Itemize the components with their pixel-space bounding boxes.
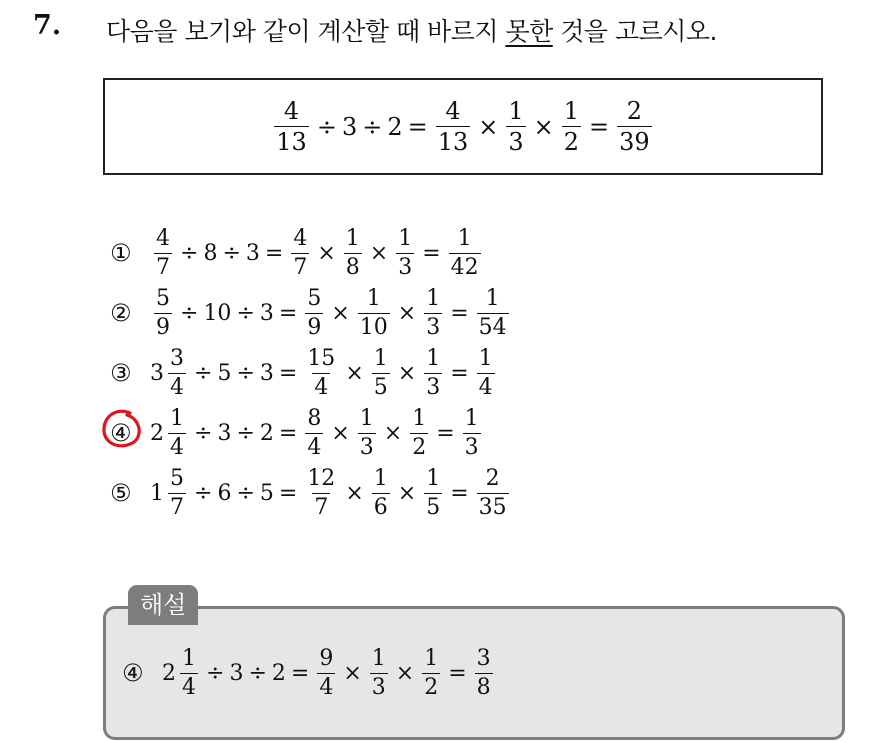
number: 2 xyxy=(387,112,403,141)
denominator: 4 xyxy=(314,374,329,400)
divide-sign: ÷ xyxy=(194,360,213,386)
times-sign: × xyxy=(397,300,417,326)
question-number: 7. xyxy=(33,10,62,41)
numerator: 1 xyxy=(563,97,580,125)
solution-box xyxy=(103,606,845,740)
number: 3 xyxy=(259,300,274,326)
denominator: 10 xyxy=(359,314,388,340)
numerator: 12 xyxy=(307,465,336,491)
numerator: 5 xyxy=(170,465,184,491)
choice-number[interactable]: ⑤ xyxy=(110,479,132,507)
numerator: 3 xyxy=(476,645,491,671)
denominator: 4 xyxy=(170,434,184,460)
divide-sign: ÷ xyxy=(236,300,255,326)
fraction xyxy=(477,285,509,340)
denominator: 3 xyxy=(359,434,374,460)
numerator: 4 xyxy=(445,97,461,125)
denominator: 3 xyxy=(426,374,441,400)
numerator: 8 xyxy=(307,405,322,431)
times-sign: × xyxy=(331,300,350,326)
equals-sign: = xyxy=(450,300,469,326)
denominator: 7 xyxy=(293,254,308,280)
choice-item[interactable] xyxy=(110,463,512,523)
fraction xyxy=(358,405,376,460)
choice-number[interactable]: ④ xyxy=(110,419,132,447)
numerator: 5 xyxy=(156,285,170,311)
numerator: 1 xyxy=(398,225,413,251)
denominator: 2 xyxy=(424,674,439,700)
numerator: 2 xyxy=(626,97,643,125)
denominator: 2 xyxy=(412,434,427,460)
example-box xyxy=(103,78,823,175)
divide-sign: ÷ xyxy=(194,420,213,446)
equals-sign: = xyxy=(436,420,455,446)
denominator: 13 xyxy=(437,128,469,156)
divide-sign: ÷ xyxy=(194,480,213,506)
equals-sign: = xyxy=(450,480,469,506)
divide-sign: ÷ xyxy=(222,240,241,266)
times-sign: × xyxy=(317,240,336,266)
choice-expression xyxy=(150,345,498,400)
whole-number: 3 xyxy=(150,360,164,386)
choice-item[interactable] xyxy=(110,403,512,463)
numerator: 3 xyxy=(170,345,184,371)
fraction xyxy=(305,405,323,460)
equals-sign: = xyxy=(450,360,469,386)
fraction xyxy=(305,465,337,520)
choice-expression xyxy=(150,225,484,280)
numerator: 1 xyxy=(478,345,493,371)
question-text xyxy=(106,12,717,48)
denominator: 5 xyxy=(373,374,388,400)
numerator: 9 xyxy=(319,645,334,671)
fraction xyxy=(168,345,186,400)
divide-sign: ÷ xyxy=(362,112,383,141)
denominator: 54 xyxy=(478,314,507,340)
numerator: 1 xyxy=(373,345,388,371)
times-sign: × xyxy=(331,420,350,446)
times-sign: × xyxy=(397,360,417,386)
solution-tab: 해설 xyxy=(128,585,198,625)
number: 5 xyxy=(259,480,274,506)
denominator: 4 xyxy=(307,434,322,460)
equals-sign: = xyxy=(278,360,298,386)
denominator: 4 xyxy=(478,374,493,400)
numerator: 1 xyxy=(457,225,472,251)
numerator: 1 xyxy=(412,405,427,431)
divide-sign: ÷ xyxy=(206,660,225,686)
choice-expression xyxy=(150,405,484,460)
fraction xyxy=(344,225,362,280)
divide-sign: ÷ xyxy=(248,660,267,686)
numerator: 1 xyxy=(373,465,388,491)
times-sign: × xyxy=(343,660,362,686)
denominator: 3 xyxy=(426,314,441,340)
denominator: 7 xyxy=(170,494,184,520)
equals-sign: = xyxy=(407,112,428,141)
denominator: 4 xyxy=(182,674,196,700)
whole-number: 1 xyxy=(150,480,164,506)
numerator: 4 xyxy=(156,225,170,251)
numerator: 1 xyxy=(371,645,386,671)
divide-sign: ÷ xyxy=(236,480,255,506)
equals-sign: = xyxy=(278,300,298,326)
numerator: 1 xyxy=(508,97,524,125)
numerator: 1 xyxy=(426,465,441,491)
numerator: 1 xyxy=(359,405,374,431)
denominator: 3 xyxy=(508,128,524,156)
denominator: 7 xyxy=(314,494,329,520)
fraction xyxy=(305,345,337,400)
answer-circle-mark xyxy=(100,407,144,451)
choice-number[interactable]: ③ xyxy=(110,359,132,387)
numerator: 2 xyxy=(485,465,500,491)
divide-sign: ÷ xyxy=(236,360,255,386)
equals-sign: = xyxy=(290,660,310,686)
fraction xyxy=(370,645,388,700)
fraction xyxy=(410,405,428,460)
number: 3 xyxy=(341,112,358,141)
fraction xyxy=(506,99,525,154)
equals-sign: = xyxy=(278,420,298,446)
fraction xyxy=(274,99,309,154)
numerator: 1 xyxy=(464,405,479,431)
question-text-before: 다음을 보기와 같이 계산할 때 바르지 xyxy=(106,17,506,46)
fraction xyxy=(463,405,481,460)
numerator: 4 xyxy=(283,97,300,125)
numerator: 1 xyxy=(170,405,184,431)
number: 3 xyxy=(245,240,260,266)
numerator: 15 xyxy=(307,345,336,371)
whole-number: 2 xyxy=(150,420,164,446)
denominator: 2 xyxy=(563,128,580,156)
numerator: 4 xyxy=(293,225,308,251)
example-expression xyxy=(271,99,654,154)
numerator: 1 xyxy=(426,285,441,311)
divide-sign: ÷ xyxy=(236,420,255,446)
equals-sign: = xyxy=(264,240,284,266)
number: 8 xyxy=(203,240,218,266)
denominator: 6 xyxy=(373,494,388,520)
fraction xyxy=(424,465,442,520)
fraction xyxy=(372,465,390,520)
fraction xyxy=(449,225,481,280)
solution-expression xyxy=(122,645,496,700)
times-sign: × xyxy=(369,240,389,266)
choice-item[interactable] xyxy=(110,283,512,343)
choices-list xyxy=(110,223,512,523)
fraction xyxy=(180,645,198,700)
times-sign: × xyxy=(383,420,403,446)
denominator: 8 xyxy=(476,674,491,700)
choice-number[interactable]: ② xyxy=(110,299,132,327)
denominator: 35 xyxy=(478,494,507,520)
fraction xyxy=(317,645,335,700)
number: 3 xyxy=(229,660,244,686)
choice-expression xyxy=(150,465,512,520)
number: 5 xyxy=(217,360,232,386)
times-sign: × xyxy=(533,112,554,141)
fraction xyxy=(154,225,172,280)
denominator: 7 xyxy=(156,254,170,280)
fraction xyxy=(477,465,509,520)
fraction xyxy=(424,345,442,400)
denominator: 4 xyxy=(319,674,334,700)
numerator: 1 xyxy=(366,285,381,311)
fraction xyxy=(168,465,186,520)
choice-expression xyxy=(150,285,512,340)
equals-sign: = xyxy=(422,240,441,266)
divide-sign: ÷ xyxy=(180,240,199,266)
equals-sign: = xyxy=(589,112,610,141)
numerator: 1 xyxy=(485,285,500,311)
denominator: 42 xyxy=(450,254,479,280)
numerator: 1 xyxy=(426,345,441,371)
denominator: 9 xyxy=(307,314,322,340)
times-sign: × xyxy=(345,480,364,506)
choice-item[interactable] xyxy=(110,343,512,403)
solution-choice-number: ④ xyxy=(122,659,144,687)
denominator: 3 xyxy=(398,254,413,280)
fraction xyxy=(168,405,186,460)
times-sign: × xyxy=(478,112,499,141)
denominator: 9 xyxy=(156,314,170,340)
times-sign: × xyxy=(397,480,417,506)
denominator: 39 xyxy=(619,128,650,156)
number: 3 xyxy=(259,360,274,386)
question-text-after: 것을 고르시오. xyxy=(552,17,717,46)
denominator: 5 xyxy=(426,494,441,520)
fraction xyxy=(291,225,309,280)
times-sign: × xyxy=(345,360,364,386)
equals-sign: = xyxy=(448,660,467,686)
fraction xyxy=(617,99,652,154)
whole-number: 2 xyxy=(162,660,176,686)
denominator: 3 xyxy=(371,674,386,700)
choice-number[interactable]: ① xyxy=(110,239,132,267)
number: 3 xyxy=(217,420,232,446)
numerator: 1 xyxy=(182,645,196,671)
divide-sign: ÷ xyxy=(316,112,337,141)
times-sign: × xyxy=(395,660,415,686)
numerator: 1 xyxy=(345,225,360,251)
numerator: 1 xyxy=(424,645,439,671)
denominator: 3 xyxy=(464,434,479,460)
fraction xyxy=(436,99,471,154)
fraction xyxy=(305,285,323,340)
fraction xyxy=(475,645,493,700)
fraction xyxy=(154,285,172,340)
fraction xyxy=(424,285,442,340)
equals-sign: = xyxy=(278,480,298,506)
fraction xyxy=(562,99,581,154)
denominator: 8 xyxy=(345,254,360,280)
denominator: 4 xyxy=(170,374,184,400)
choice-item[interactable] xyxy=(110,223,512,283)
number: 10 xyxy=(203,300,232,326)
denominator: 13 xyxy=(276,128,307,156)
question-text-underlined: 못한 xyxy=(505,17,553,46)
fraction xyxy=(372,345,390,400)
divide-sign: ÷ xyxy=(180,300,199,326)
fraction xyxy=(396,225,414,280)
fraction xyxy=(422,645,440,700)
numerator: 5 xyxy=(307,285,322,311)
fraction xyxy=(477,345,495,400)
number: 2 xyxy=(259,420,274,446)
number: 6 xyxy=(217,480,232,506)
number: 2 xyxy=(271,660,286,686)
fraction xyxy=(358,285,390,340)
